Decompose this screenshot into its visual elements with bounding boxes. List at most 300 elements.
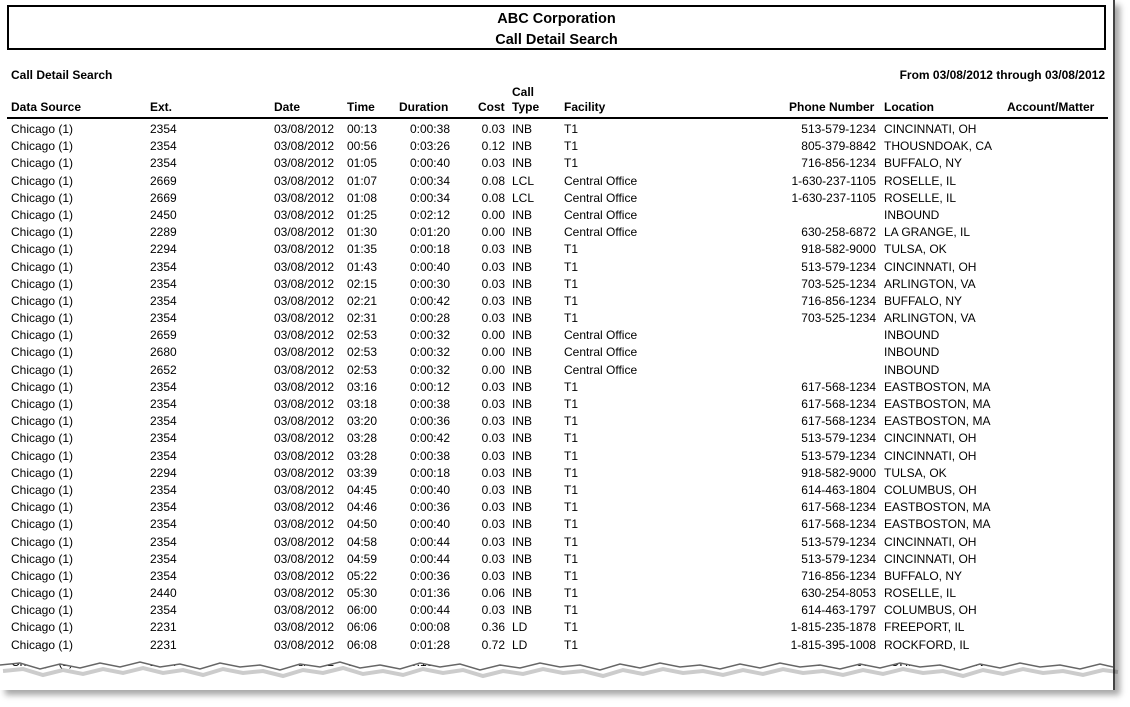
cell-call-type: INB bbox=[512, 414, 533, 429]
cell-facility: Central Office bbox=[564, 345, 638, 360]
table-row bbox=[0, 637, 1113, 654]
cell-date: 03/08/2012 bbox=[274, 190, 335, 205]
cell-location: ARLINGTON, VA bbox=[884, 276, 976, 291]
cell-facility: T1 bbox=[564, 500, 579, 515]
cell-facility: Central Office bbox=[564, 173, 638, 188]
cell-duration: 0:00:38 bbox=[409, 448, 450, 463]
cell-location: INBOUND bbox=[884, 345, 940, 360]
cell-duration: 0:00:08 bbox=[409, 620, 450, 635]
cell-facility: T1 bbox=[564, 293, 579, 308]
date-range: From 03/08/2012 through 03/08/2012 bbox=[899, 68, 1105, 82]
table-row bbox=[0, 362, 1113, 379]
cell-facility: T1 bbox=[564, 259, 579, 274]
cell-ext: 2669 bbox=[150, 173, 177, 188]
cell-time: 03:20 bbox=[347, 414, 378, 429]
cell-facility: T1 bbox=[564, 379, 579, 394]
cell-cost: 0.03 bbox=[481, 448, 505, 463]
cell-data-source: Chicago (1) bbox=[11, 276, 74, 291]
cell-cost: 0.08 bbox=[481, 173, 505, 188]
table-row bbox=[0, 602, 1113, 619]
cell-duration: 0:00:40 bbox=[409, 482, 450, 497]
cell-facility: Central Office bbox=[564, 328, 638, 343]
cell-time: 05:30 bbox=[347, 586, 378, 601]
cell-time: 04:58 bbox=[347, 534, 378, 549]
cell-ext: 2450 bbox=[150, 207, 177, 222]
cell-data-source: Chicago (1) bbox=[11, 190, 74, 205]
cell-time: 01:35 bbox=[347, 242, 378, 257]
report-title-box bbox=[7, 5, 1106, 50]
cell-duration: 0:00:44 bbox=[409, 551, 450, 566]
cell-time: 03:28 bbox=[347, 431, 378, 446]
cell-cost: 0.03 bbox=[481, 482, 505, 497]
cell-time: 04:50 bbox=[347, 517, 378, 532]
cell-phone-number: 918-582-9000 bbox=[801, 465, 876, 480]
cell-facility: T1 bbox=[564, 586, 579, 601]
table-row bbox=[0, 121, 1113, 138]
cell-call-type: INB bbox=[512, 448, 533, 463]
cell-duration: 0:00:32 bbox=[409, 345, 450, 360]
cell-data-source: Chicago (1) bbox=[11, 431, 74, 446]
cell-data-source: Chicago (1) bbox=[11, 500, 74, 515]
cell-phone-number: 513-579-1234 bbox=[801, 551, 876, 566]
cell-location: LA GRANGE, IL bbox=[884, 225, 971, 240]
cell-ext: 2294 bbox=[150, 242, 177, 257]
col-header-call-type-line2: Type bbox=[512, 100, 540, 114]
cell-data-source: Chicago (1) bbox=[11, 551, 74, 566]
cell-data-source: Chicago (1) bbox=[11, 139, 74, 154]
cell-data-source: Chicago (1) bbox=[11, 328, 74, 343]
cell-call-type: INB bbox=[512, 156, 533, 171]
cell-location: EASTBOSTON, MA bbox=[884, 397, 991, 411]
cell-call-type: INB bbox=[512, 603, 533, 618]
cell-phone-number: 617-568-1234 bbox=[801, 379, 876, 394]
cell-ext: 2659 bbox=[150, 328, 177, 343]
cell-date: 03/08/2012 bbox=[274, 465, 335, 480]
table-row bbox=[0, 138, 1113, 155]
report-title: Call Detail Search bbox=[495, 32, 618, 48]
cell-call-type: INB bbox=[512, 431, 533, 446]
cell-facility: T1 bbox=[564, 620, 579, 635]
company-name: ABC Corporation bbox=[497, 11, 616, 27]
cell-date: 03/08/2012 bbox=[274, 586, 335, 601]
cell-date: 03/08/2012 bbox=[274, 637, 335, 652]
cell-date: 03/08/2012 bbox=[274, 345, 335, 360]
cell-duration: 0:01:28 bbox=[409, 637, 450, 652]
cell-time: 03:18 bbox=[347, 397, 378, 411]
table-row bbox=[0, 276, 1113, 293]
cell-phone-number: 805-379-8842 bbox=[801, 139, 876, 154]
cell-data-source: Chicago (1) bbox=[11, 517, 74, 532]
cell-duration: 0:00:44 bbox=[409, 534, 450, 549]
cell-duration: 0:01:20 bbox=[409, 225, 450, 240]
cell-date: 03/08/2012 bbox=[274, 293, 335, 308]
cell-call-type: INB bbox=[512, 551, 533, 566]
cell-time: 03:16 bbox=[347, 379, 378, 394]
cell-phone-number: 716-856-1234 bbox=[801, 156, 876, 171]
col-header-cost: Cost bbox=[478, 100, 505, 114]
cell-location: TULSA, OK bbox=[884, 242, 947, 257]
cell-data-source: Chicago (1) bbox=[11, 362, 74, 377]
cell-time: 04:45 bbox=[347, 482, 378, 497]
cell-data-source: Chicago (1) bbox=[11, 122, 74, 136]
cell-date: 03/08/2012 bbox=[274, 362, 335, 377]
cell-duration: 0:00:28 bbox=[409, 311, 450, 326]
cell-ext: 2294 bbox=[150, 465, 177, 480]
cell-duration: 0:00:44 bbox=[409, 603, 450, 618]
cell-call-type: LCL bbox=[512, 173, 535, 188]
cell-ext: 2354 bbox=[150, 603, 177, 618]
cell-ext: 2354 bbox=[150, 517, 177, 532]
cell-cost: 0.00 bbox=[481, 362, 505, 377]
table-row bbox=[0, 207, 1113, 224]
cell-call-type: INB bbox=[512, 242, 533, 257]
call-detail-table bbox=[0, 121, 1113, 671]
cell-location: CINCINNATI, OH bbox=[884, 122, 977, 136]
cell-call-type: INB bbox=[512, 345, 533, 360]
cell-duration: 0:00:18 bbox=[409, 242, 450, 257]
cell-facility: T1 bbox=[564, 551, 579, 566]
cell-cost: 0.03 bbox=[481, 122, 505, 136]
cell-cost: 0.03 bbox=[481, 242, 505, 257]
cell-phone-number: 1-630-237-1105 bbox=[791, 173, 876, 188]
cell-location: ROSELLE, IL bbox=[884, 586, 957, 601]
cell-cost: 0.72 bbox=[481, 637, 505, 652]
cell-data-source: Chicago (1) bbox=[11, 568, 74, 583]
cell-cost: 0.03 bbox=[481, 551, 505, 566]
cell-facility: T1 bbox=[564, 156, 579, 171]
cell-ext: 2652 bbox=[150, 362, 177, 377]
cell-facility: T1 bbox=[564, 139, 579, 154]
table-row bbox=[0, 585, 1113, 602]
cell-location: FREEPORT, IL bbox=[884, 620, 965, 635]
cell-ext: 2289 bbox=[150, 225, 177, 240]
cell-facility: T1 bbox=[564, 311, 579, 326]
cell-duration: 0:00:40 bbox=[409, 517, 450, 532]
cell-phone-number: 614-463-1804 bbox=[801, 482, 876, 497]
cell-call-type: INB bbox=[512, 379, 533, 394]
cell-facility: T1 bbox=[564, 465, 579, 480]
cell-duration: 0:00:32 bbox=[409, 328, 450, 343]
cell-ext: 2354 bbox=[150, 534, 177, 549]
cell-location: INBOUND bbox=[884, 362, 940, 377]
col-header-time: Time bbox=[347, 100, 375, 114]
cell-cost: 0.00 bbox=[481, 225, 505, 240]
cell-call-type: INB bbox=[512, 534, 533, 549]
torn-edge bbox=[0, 655, 1130, 707]
cell-facility: Central Office bbox=[564, 362, 638, 377]
cell-cost: 0.08 bbox=[481, 190, 505, 205]
cell-data-source: Chicago (1) bbox=[11, 414, 74, 429]
cell-phone-number: 614-463-1797 bbox=[801, 603, 876, 618]
cell-facility: T1 bbox=[564, 517, 579, 532]
cell-facility: Central Office bbox=[564, 190, 638, 205]
cell-cost: 0.03 bbox=[481, 465, 505, 480]
cell-date: 03/08/2012 bbox=[274, 397, 335, 411]
cell-time: 04:59 bbox=[347, 551, 378, 566]
cell-cost: 0.03 bbox=[481, 379, 505, 394]
cell-phone-number: 617-568-1234 bbox=[801, 414, 876, 429]
cell-time: 03:28 bbox=[347, 448, 378, 463]
cell-duration: 0:00:42 bbox=[409, 293, 450, 308]
cell-cost: 0.06 bbox=[481, 586, 505, 601]
cell-location: ROSELLE, IL bbox=[884, 190, 957, 205]
cell-call-type: LCL bbox=[512, 190, 535, 205]
cell-call-type: INB bbox=[512, 500, 533, 515]
cell-time: 00:13 bbox=[347, 122, 378, 136]
cell-facility: T1 bbox=[564, 397, 579, 411]
cell-cost: 0.12 bbox=[481, 139, 505, 154]
cell-data-source: Chicago (1) bbox=[11, 207, 74, 222]
cell-duration: 0:00:40 bbox=[409, 259, 450, 274]
cell-time: 06:00 bbox=[347, 603, 378, 618]
cell-date: 03/08/2012 bbox=[274, 242, 335, 257]
cell-duration: 0:02:12 bbox=[409, 207, 450, 222]
cell-data-source: Chicago (1) bbox=[11, 603, 74, 618]
cell-date: 03/08/2012 bbox=[274, 517, 335, 532]
cell-ext: 2354 bbox=[150, 139, 177, 154]
cell-phone-number: 617-568-1234 bbox=[801, 500, 876, 515]
cell-data-source: Chicago (1) bbox=[11, 345, 74, 360]
cell-time: 01:25 bbox=[347, 207, 378, 222]
cell-time: 05:22 bbox=[347, 568, 378, 583]
cell-location: CINCINNATI, OH bbox=[884, 431, 977, 446]
cell-time: 01:30 bbox=[347, 225, 378, 240]
cell-cost: 0.36 bbox=[481, 620, 505, 635]
cell-cost: 0.00 bbox=[481, 345, 505, 360]
cell-duration: 0:00:36 bbox=[409, 414, 450, 429]
cell-date: 03/08/2012 bbox=[274, 379, 335, 394]
cell-time: 01:07 bbox=[347, 173, 378, 188]
cell-cost: 0.03 bbox=[481, 276, 505, 291]
cell-data-source: Chicago (1) bbox=[11, 482, 74, 497]
cell-call-type: INB bbox=[512, 139, 533, 154]
col-header-ext: Ext. bbox=[150, 100, 173, 114]
table-row bbox=[0, 173, 1113, 190]
cell-cost: 0.03 bbox=[481, 431, 505, 446]
cell-date: 03/08/2012 bbox=[274, 173, 335, 188]
cell-phone-number: 617-568-1234 bbox=[801, 517, 876, 532]
cell-ext: 2354 bbox=[150, 379, 177, 394]
cell-time: 02:53 bbox=[347, 345, 378, 360]
cell-phone-number: 1-815-395-1008 bbox=[790, 637, 876, 652]
col-header-data-source: Data Source bbox=[11, 100, 82, 114]
cell-location: BUFFALO, NY bbox=[884, 568, 963, 583]
cell-phone-number: 703-525-1234 bbox=[801, 276, 876, 291]
table-row bbox=[0, 241, 1113, 258]
table-row bbox=[0, 190, 1113, 207]
cell-ext: 2231 bbox=[150, 620, 177, 635]
cell-ext: 2354 bbox=[150, 482, 177, 497]
cell-ext: 2354 bbox=[150, 311, 177, 326]
cell-date: 03/08/2012 bbox=[274, 139, 335, 154]
cell-phone-number: 716-856-1234 bbox=[801, 568, 876, 583]
cell-phone-number: 513-579-1234 bbox=[801, 431, 876, 446]
cell-call-type: INB bbox=[512, 259, 533, 274]
table-row bbox=[0, 224, 1113, 241]
cell-duration: 0:00:32 bbox=[409, 362, 450, 377]
cell-data-source: Chicago (1) bbox=[11, 242, 74, 257]
cell-duration: 0:00:36 bbox=[409, 500, 450, 515]
cell-cost: 0.03 bbox=[481, 293, 505, 308]
cell-time: 06:08 bbox=[347, 637, 378, 652]
cell-duration: 0:00:18 bbox=[409, 465, 450, 480]
cell-facility: T1 bbox=[564, 482, 579, 497]
cell-data-source: Chicago (1) bbox=[11, 293, 74, 308]
cell-ext: 2231 bbox=[150, 637, 177, 652]
cell-time: 00:56 bbox=[347, 139, 378, 154]
cell-data-source: Chicago (1) bbox=[11, 379, 74, 394]
cell-duration: 0:00:34 bbox=[409, 190, 450, 205]
cell-facility: T1 bbox=[564, 414, 579, 429]
cell-phone-number: 716-856-1234 bbox=[801, 293, 876, 308]
cell-time: 04:46 bbox=[347, 500, 378, 515]
cell-facility: T1 bbox=[564, 448, 579, 463]
cell-duration: 0:00:42 bbox=[409, 431, 450, 446]
cell-ext: 2354 bbox=[150, 431, 177, 446]
cell-location: INBOUND bbox=[884, 328, 940, 343]
cell-facility: T1 bbox=[564, 431, 579, 446]
col-header-account-matter: Account/Matter bbox=[1007, 100, 1095, 114]
cell-data-source: Chicago (1) bbox=[11, 465, 74, 480]
cell-location: EASTBOSTON, MA bbox=[884, 500, 991, 515]
cell-duration: 0:00:12 bbox=[409, 379, 450, 394]
cell-call-type: INB bbox=[512, 328, 533, 343]
cell-ext: 2354 bbox=[150, 397, 177, 411]
cell-location: BUFFALO, NY bbox=[884, 156, 963, 171]
cell-data-source: Chicago (1) bbox=[11, 311, 74, 326]
cell-ext: 2354 bbox=[150, 414, 177, 429]
cell-call-type: INB bbox=[512, 482, 533, 497]
cell-date: 03/08/2012 bbox=[274, 122, 335, 136]
cell-data-source: Chicago (1) bbox=[11, 534, 74, 549]
cell-duration: 0:03:26 bbox=[409, 139, 450, 154]
cell-call-type: INB bbox=[512, 293, 533, 308]
cell-data-source: Chicago (1) bbox=[11, 173, 74, 188]
cell-call-type: INB bbox=[512, 586, 533, 601]
cell-date: 03/08/2012 bbox=[274, 482, 335, 497]
cell-duration: 0:00:34 bbox=[409, 173, 450, 188]
cell-data-source: Chicago (1) bbox=[11, 586, 74, 601]
cell-duration: 0:00:38 bbox=[409, 122, 450, 136]
table-row bbox=[0, 568, 1113, 585]
cell-cost: 0.00 bbox=[481, 328, 505, 343]
cell-call-type: INB bbox=[512, 362, 533, 377]
cell-time: 03:39 bbox=[347, 465, 378, 480]
cell-date: 03/08/2012 bbox=[274, 603, 335, 618]
cell-call-type: INB bbox=[512, 207, 533, 222]
cell-ext: 2354 bbox=[150, 568, 177, 583]
table-row bbox=[0, 293, 1113, 310]
cell-location: TULSA, OK bbox=[884, 465, 947, 480]
cell-facility: T1 bbox=[564, 603, 579, 618]
cell-cost: 0.00 bbox=[481, 207, 505, 222]
table-row bbox=[0, 619, 1113, 636]
cell-phone-number: 918-582-9000 bbox=[801, 242, 876, 257]
cell-facility: T1 bbox=[564, 534, 579, 549]
cell-date: 03/08/2012 bbox=[274, 311, 335, 326]
cell-phone-number: 617-568-1234 bbox=[801, 397, 876, 411]
cell-location: CINCINNATI, OH bbox=[884, 448, 977, 463]
cell-phone-number: 513-579-1234 bbox=[801, 122, 876, 136]
cell-call-type: LD bbox=[512, 637, 528, 652]
col-header-date: Date bbox=[274, 100, 301, 114]
col-header-phone-number: Phone Number bbox=[789, 100, 875, 114]
cell-time: 01:43 bbox=[347, 259, 378, 274]
table-row bbox=[0, 551, 1113, 568]
cell-time: 02:53 bbox=[347, 362, 378, 377]
cell-duration: 0:00:36 bbox=[409, 568, 450, 583]
cell-location: INBOUND bbox=[884, 207, 940, 222]
cell-location: COLUMBUS, OH bbox=[884, 603, 977, 618]
cell-call-type: LD bbox=[512, 620, 528, 635]
cell-data-source: Chicago (1) bbox=[11, 225, 74, 240]
cell-date: 03/08/2012 bbox=[274, 620, 335, 635]
cell-ext: 2354 bbox=[150, 551, 177, 566]
cell-date: 03/08/2012 bbox=[274, 414, 335, 429]
table-row bbox=[0, 413, 1113, 430]
cell-date: 03/08/2012 bbox=[274, 534, 335, 549]
cell-facility: T1 bbox=[564, 122, 579, 136]
cell-call-type: INB bbox=[512, 517, 533, 532]
cell-cost: 0.03 bbox=[481, 500, 505, 515]
cell-date: 03/08/2012 bbox=[274, 551, 335, 566]
cell-phone-number: 703-525-1234 bbox=[801, 311, 876, 326]
table-row bbox=[0, 516, 1113, 533]
cell-call-type: INB bbox=[512, 568, 533, 583]
cell-date: 03/08/2012 bbox=[274, 328, 335, 343]
cell-ext: 2354 bbox=[150, 259, 177, 274]
cell-phone-number: 513-579-1234 bbox=[801, 448, 876, 463]
table-row bbox=[0, 259, 1113, 276]
cell-time: 02:31 bbox=[347, 311, 378, 326]
col-header-facility: Facility bbox=[564, 100, 606, 114]
table-row bbox=[0, 344, 1113, 361]
cell-ext: 2354 bbox=[150, 156, 177, 171]
cell-location: BUFFALO, NY bbox=[884, 293, 963, 308]
col-header-location: Location bbox=[884, 100, 934, 114]
cell-date: 03/08/2012 bbox=[274, 448, 335, 463]
table-row bbox=[0, 465, 1113, 482]
cell-data-source: Chicago (1) bbox=[11, 637, 74, 652]
cell-call-type: INB bbox=[512, 397, 533, 411]
cell-call-type: INB bbox=[512, 465, 533, 480]
cell-ext: 2440 bbox=[150, 586, 177, 601]
cell-location: EASTBOSTON, MA bbox=[884, 517, 991, 532]
table-row bbox=[0, 448, 1113, 465]
table-row bbox=[0, 430, 1113, 447]
table-row bbox=[0, 499, 1113, 516]
cell-ext: 2669 bbox=[150, 190, 177, 205]
cell-date: 03/08/2012 bbox=[274, 568, 335, 583]
cell-facility: Central Office bbox=[564, 225, 638, 240]
cell-location: ARLINGTON, VA bbox=[884, 311, 976, 326]
cell-location: CINCINNATI, OH bbox=[884, 534, 977, 549]
cell-data-source: Chicago (1) bbox=[11, 397, 74, 411]
cell-ext: 2354 bbox=[150, 293, 177, 308]
cell-data-source: Chicago (1) bbox=[11, 156, 74, 171]
cell-data-source: Chicago (1) bbox=[11, 259, 74, 274]
header-divider bbox=[7, 117, 1108, 119]
cell-date: 03/08/2012 bbox=[274, 500, 335, 515]
cell-date: 03/08/2012 bbox=[274, 259, 335, 274]
cell-facility: T1 bbox=[564, 242, 579, 257]
cell-cost: 0.03 bbox=[481, 311, 505, 326]
cell-phone-number: 1-815-235-1878 bbox=[790, 620, 876, 635]
cell-facility: Central Office bbox=[564, 207, 638, 222]
cell-location: THOUSNDOAK, CA bbox=[884, 139, 993, 154]
cell-time: 01:08 bbox=[347, 190, 378, 205]
cell-facility: T1 bbox=[564, 568, 579, 583]
